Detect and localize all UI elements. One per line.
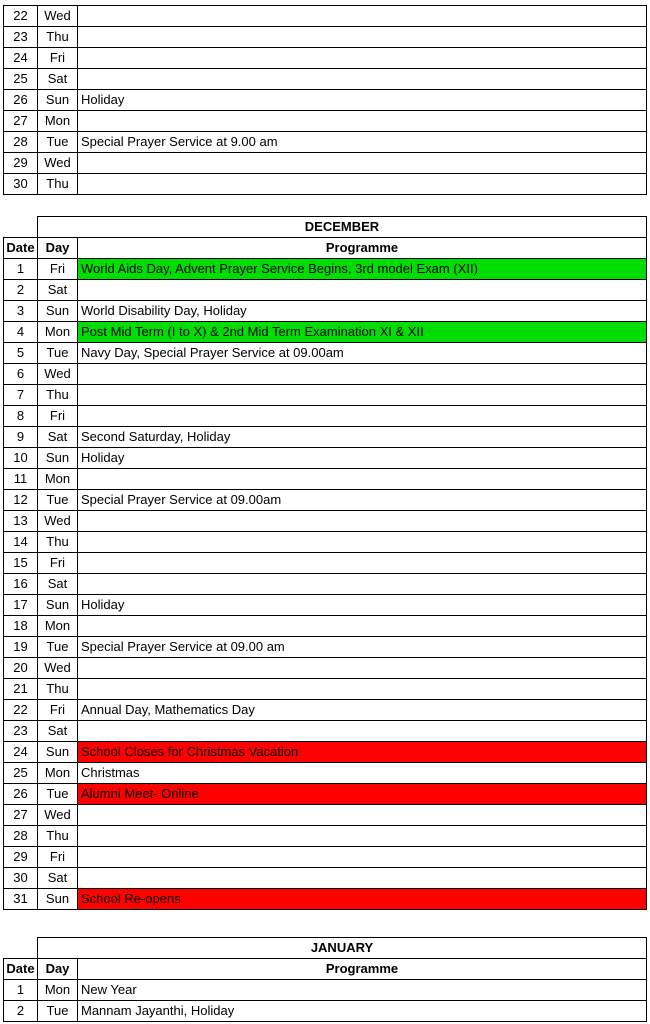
month-title: JANUARY xyxy=(38,938,647,959)
day-cell: Tue xyxy=(38,1001,78,1022)
date-cell: 16 xyxy=(4,574,38,595)
day-header: Day xyxy=(38,959,78,980)
programme-cell xyxy=(78,364,647,385)
day-cell: Thu xyxy=(38,532,78,553)
date-cell: 25 xyxy=(4,763,38,784)
programme-cell xyxy=(78,679,647,700)
date-cell: 19 xyxy=(4,637,38,658)
day-cell: Tue xyxy=(38,637,78,658)
day-cell: Mon xyxy=(38,763,78,784)
table-row xyxy=(4,427,647,448)
day-cell: Wed xyxy=(38,658,78,679)
programme-cell: New Year xyxy=(78,980,647,1001)
programme-cell: Annual Day, Mathematics Day xyxy=(78,700,647,721)
table-row xyxy=(4,27,647,48)
date-cell: 6 xyxy=(4,364,38,385)
date-cell: 30 xyxy=(4,868,38,889)
programme-cell xyxy=(78,616,647,637)
table-row xyxy=(4,616,647,637)
programme-cell xyxy=(78,111,647,132)
date-cell: 10 xyxy=(4,448,38,469)
programme-cell xyxy=(78,48,647,69)
date-cell: 24 xyxy=(4,48,38,69)
programme-cell xyxy=(78,805,647,826)
table-row xyxy=(4,364,647,385)
day-cell: Mon xyxy=(38,469,78,490)
day-cell: Fri xyxy=(38,48,78,69)
programme-cell: Post Mid Term (I to X) & 2nd Mid Term Examination XI & XII xyxy=(78,322,647,343)
day-cell: Fri xyxy=(38,406,78,427)
blank-cell xyxy=(4,938,38,959)
day-cell: Wed xyxy=(38,364,78,385)
table-row xyxy=(4,980,647,1001)
day-cell: Sat xyxy=(38,69,78,90)
date-cell: 22 xyxy=(4,6,38,27)
table-row xyxy=(4,700,647,721)
date-cell: 17 xyxy=(4,595,38,616)
date-cell: 9 xyxy=(4,427,38,448)
table-row xyxy=(4,574,647,595)
day-cell: Sat xyxy=(38,280,78,301)
table-row xyxy=(4,6,647,27)
day-cell: Tue xyxy=(38,343,78,364)
date-cell: 8 xyxy=(4,406,38,427)
date-cell: 5 xyxy=(4,343,38,364)
programme-header: Programme xyxy=(78,238,647,259)
programme-cell xyxy=(78,847,647,868)
day-cell: Fri xyxy=(38,700,78,721)
day-cell: Sat xyxy=(38,721,78,742)
table-row xyxy=(4,553,647,574)
table-row xyxy=(4,343,647,364)
day-cell: Fri xyxy=(38,553,78,574)
table-row xyxy=(4,90,647,111)
november-calendar-table xyxy=(3,5,647,195)
day-cell: Wed xyxy=(38,6,78,27)
column-header-row xyxy=(4,238,647,259)
day-header: Day xyxy=(38,238,78,259)
table-row xyxy=(4,889,647,910)
november-rows xyxy=(4,6,647,195)
programme-cell: Second Saturday, Holiday xyxy=(78,427,647,448)
day-cell: Mon xyxy=(38,616,78,637)
day-cell: Sat xyxy=(38,427,78,448)
day-cell: Sat xyxy=(38,868,78,889)
date-cell: 29 xyxy=(4,153,38,174)
date-cell: 2 xyxy=(4,1001,38,1022)
table-row xyxy=(4,259,647,280)
programme-cell: Christmas xyxy=(78,763,647,784)
table-row xyxy=(4,658,647,679)
programme-cell xyxy=(78,69,647,90)
day-cell: Thu xyxy=(38,679,78,700)
date-cell: 26 xyxy=(4,784,38,805)
day-cell: Mon xyxy=(38,111,78,132)
table-row xyxy=(4,111,647,132)
table-row xyxy=(4,805,647,826)
table-row xyxy=(4,48,647,69)
programme-cell: School Re-opens xyxy=(78,889,647,910)
programme-cell: Special Prayer Service at 9.00 am xyxy=(78,132,647,153)
december-calendar-table xyxy=(3,216,647,910)
table-row xyxy=(4,490,647,511)
date-cell: 23 xyxy=(4,27,38,48)
day-cell: Thu xyxy=(38,826,78,847)
date-cell: 23 xyxy=(4,721,38,742)
day-cell: Mon xyxy=(38,322,78,343)
table-row xyxy=(4,174,647,195)
month-title: DECEMBER xyxy=(38,217,647,238)
table-row xyxy=(4,679,647,700)
programme-cell: World Aids Day, Advent Prayer Service Begins, 3rd model Exam (XII) xyxy=(78,259,647,280)
date-cell: 20 xyxy=(4,658,38,679)
day-cell: Thu xyxy=(38,27,78,48)
programme-header: Programme xyxy=(78,959,647,980)
day-cell: Fri xyxy=(38,259,78,280)
programme-cell xyxy=(78,153,647,174)
day-cell: Sun xyxy=(38,889,78,910)
day-cell: Tue xyxy=(38,132,78,153)
day-cell: Mon xyxy=(38,980,78,1001)
day-cell: Tue xyxy=(38,490,78,511)
table-row xyxy=(4,784,647,805)
table-row xyxy=(4,826,647,847)
programme-cell xyxy=(78,553,647,574)
date-cell: 27 xyxy=(4,111,38,132)
table-row xyxy=(4,595,647,616)
date-cell: 27 xyxy=(4,805,38,826)
date-cell: 28 xyxy=(4,826,38,847)
programme-cell xyxy=(78,511,647,532)
date-cell: 29 xyxy=(4,847,38,868)
day-cell: Thu xyxy=(38,174,78,195)
programme-cell: Special Prayer Service at 09.00am xyxy=(78,490,647,511)
date-header: Date xyxy=(4,238,38,259)
day-cell: Tue xyxy=(38,784,78,805)
date-cell: 15 xyxy=(4,553,38,574)
table-row xyxy=(4,868,647,889)
date-cell: 26 xyxy=(4,90,38,111)
programme-cell xyxy=(78,721,647,742)
date-cell: 18 xyxy=(4,616,38,637)
table-row xyxy=(4,322,647,343)
day-cell: Sun xyxy=(38,301,78,322)
programme-cell xyxy=(78,469,647,490)
date-cell: 13 xyxy=(4,511,38,532)
programme-cell xyxy=(78,826,647,847)
programme-cell xyxy=(78,574,647,595)
programme-cell xyxy=(78,6,647,27)
programme-cell: Mannam Jayanthi, Holiday xyxy=(78,1001,647,1022)
programme-cell: Holiday xyxy=(78,595,647,616)
day-cell: Wed xyxy=(38,511,78,532)
table-row xyxy=(4,153,647,174)
table-row xyxy=(4,511,647,532)
table-row xyxy=(4,742,647,763)
table-row xyxy=(4,532,647,553)
programme-cell: Navy Day, Special Prayer Service at 09.00am xyxy=(78,343,647,364)
blank-cell xyxy=(4,217,38,238)
programme-cell xyxy=(78,174,647,195)
date-cell: 31 xyxy=(4,889,38,910)
programme-cell: Special Prayer Service at 09.00 am xyxy=(78,637,647,658)
date-cell: 1 xyxy=(4,980,38,1001)
programme-cell xyxy=(78,385,647,406)
table-row xyxy=(4,763,647,784)
day-cell: Fri xyxy=(38,847,78,868)
programme-cell xyxy=(78,532,647,553)
table-row xyxy=(4,385,647,406)
table-row xyxy=(4,132,647,153)
date-header: Date xyxy=(4,959,38,980)
table-row xyxy=(4,637,647,658)
table-row xyxy=(4,280,647,301)
date-cell: 7 xyxy=(4,385,38,406)
date-cell: 2 xyxy=(4,280,38,301)
day-cell: Sun xyxy=(38,448,78,469)
day-cell: Wed xyxy=(38,153,78,174)
table-row xyxy=(4,847,647,868)
date-cell: 25 xyxy=(4,69,38,90)
date-cell: 14 xyxy=(4,532,38,553)
programme-cell xyxy=(78,27,647,48)
day-cell: Thu xyxy=(38,385,78,406)
programme-cell xyxy=(78,868,647,889)
programme-cell xyxy=(78,406,647,427)
programme-cell: Holiday xyxy=(78,90,647,111)
month-header-row xyxy=(4,217,647,238)
programme-cell: Alumni Meet- Online xyxy=(78,784,647,805)
day-cell: Sun xyxy=(38,595,78,616)
table-row xyxy=(4,1001,647,1022)
table-row xyxy=(4,406,647,427)
programme-cell: World Disability Day, Holiday xyxy=(78,301,647,322)
programme-cell xyxy=(78,280,647,301)
programme-cell: School Closes for Christmas Vacation xyxy=(78,742,647,763)
date-cell: 4 xyxy=(4,322,38,343)
date-cell: 24 xyxy=(4,742,38,763)
january-rows xyxy=(4,938,647,1022)
date-cell: 28 xyxy=(4,132,38,153)
date-cell: 3 xyxy=(4,301,38,322)
column-header-row xyxy=(4,959,647,980)
date-cell: 30 xyxy=(4,174,38,195)
date-cell: 1 xyxy=(4,259,38,280)
programme-cell: Holiday xyxy=(78,448,647,469)
table-row xyxy=(4,301,647,322)
day-cell: Sun xyxy=(38,742,78,763)
day-cell: Wed xyxy=(38,805,78,826)
december-rows xyxy=(4,217,647,910)
date-cell: 21 xyxy=(4,679,38,700)
date-cell: 11 xyxy=(4,469,38,490)
january-calendar-table xyxy=(3,937,647,1022)
programme-cell xyxy=(78,658,647,679)
day-cell: Sat xyxy=(38,574,78,595)
month-header-row xyxy=(4,938,647,959)
table-row xyxy=(4,448,647,469)
date-cell: 22 xyxy=(4,700,38,721)
table-row xyxy=(4,69,647,90)
table-row xyxy=(4,721,647,742)
day-cell: Sun xyxy=(38,90,78,111)
date-cell: 12 xyxy=(4,490,38,511)
table-row xyxy=(4,469,647,490)
